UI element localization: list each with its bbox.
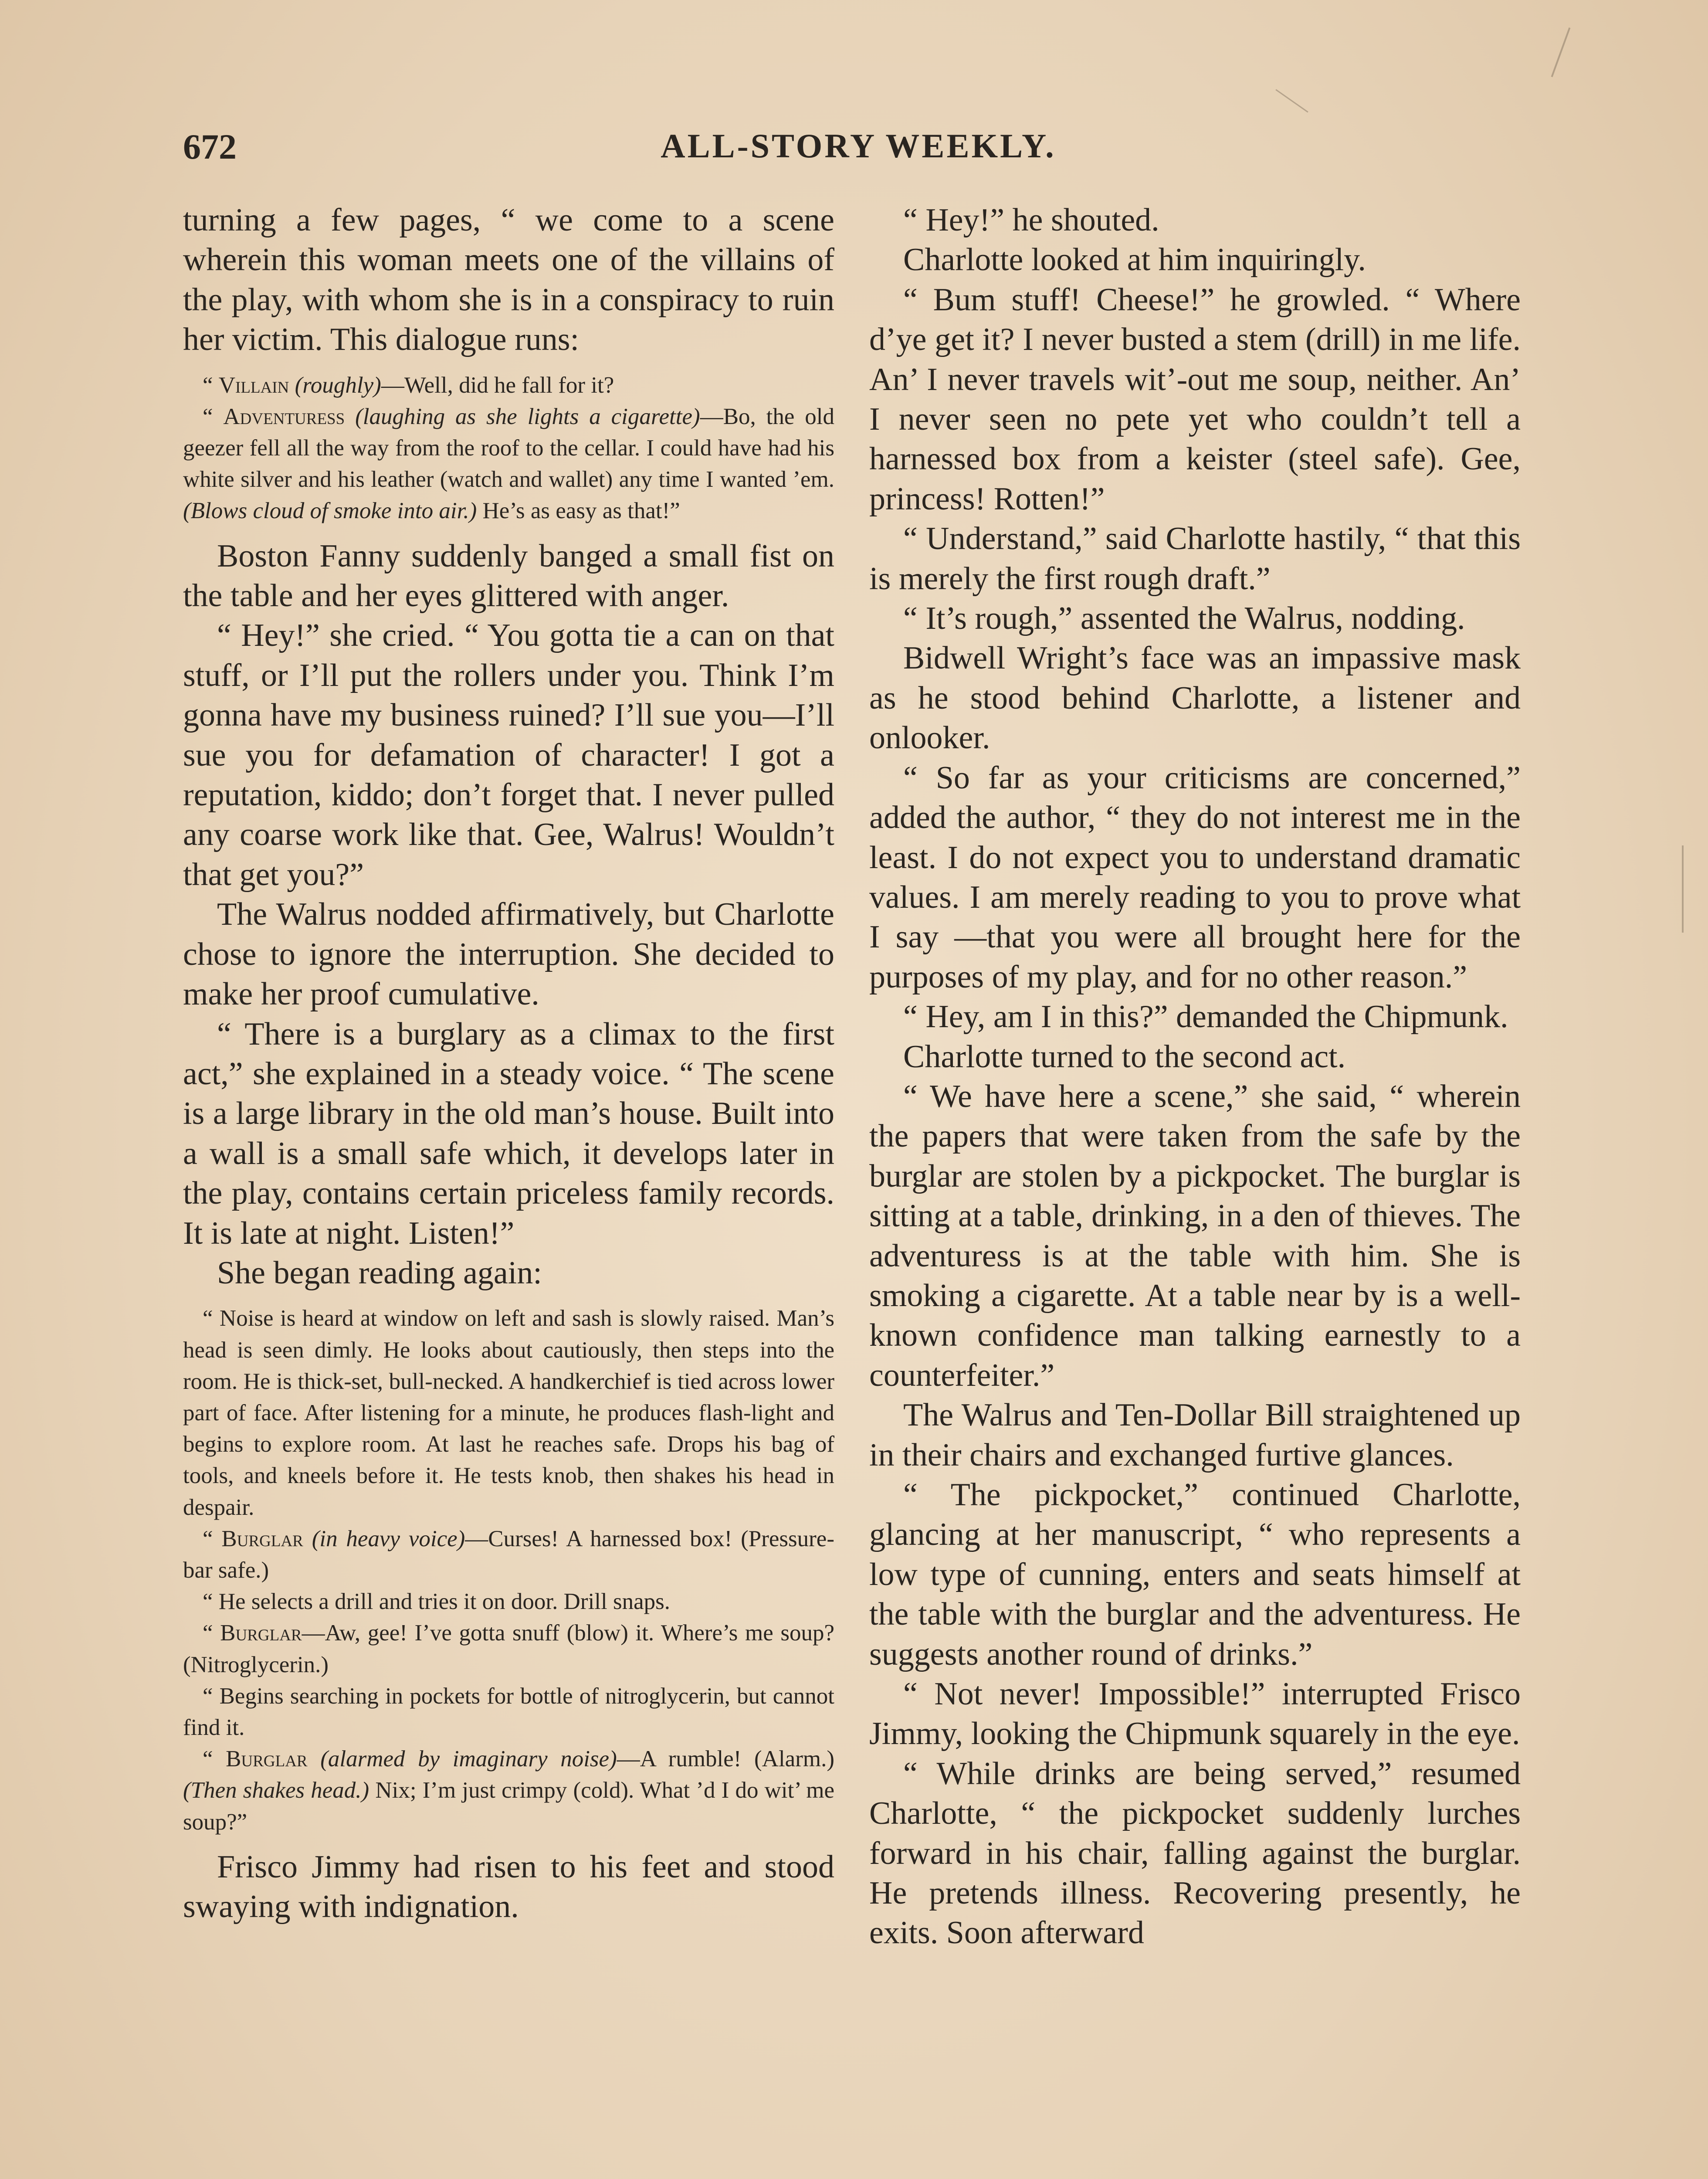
running-title: ALL-STORY WEEKLY.	[661, 127, 1056, 165]
speaker-name: Burglar	[220, 1620, 302, 1646]
paper-scratch-mark	[1275, 89, 1308, 112]
left-column	[183, 200, 834, 1927]
script-line: “ Adventuress (laughing as she lights a cigarette)—Bo, the old geezer fell all the way from the roof to the cellar. I could have had his white silver and his leather (watch and wallet) any time I wanted ’em. (Blows cloud of smoke into air.) He’s as easy as that!”	[183, 404, 835, 524]
paragraph: “ Not never! Impossible!” interrupted Frisco Jimmy, looking the Chipmunk squarely in the eye.	[869, 1676, 1521, 1752]
script-line: “ Villain (roughly)—Well, did he fall for it?	[203, 372, 614, 398]
paragraph: Boston Fanny suddenly banged a small fist on the table and her eyes glittered with anger.	[183, 538, 834, 614]
script-line: “ Burglar (in heavy voice)—Curses! A harnessed box! (Pressure-bar safe.)	[183, 1526, 834, 1583]
right-column	[869, 200, 1521, 1953]
stage-direction: (laughing as she lights a cigarette)	[345, 404, 700, 429]
paragraph: The Walrus and Ten-Dollar Bill straightened up in their chairs and exchanged furtive glances.	[869, 1397, 1521, 1473]
script-excerpt	[183, 370, 834, 527]
paragraph: “ It’s rough,” assented the Walrus, nodding.	[903, 601, 1465, 637]
paragraph: “ Understand,” said Charlotte hastily, “ that this is merely the first rough draft.”	[869, 521, 1521, 597]
paragraph: Frisco Jimmy had risen to his feet and stood swaying with indignation.	[183, 1849, 834, 1925]
speaker-name: Villain	[218, 372, 289, 398]
script-line: “ He selects a drill and tries it on door. Drill snaps.	[203, 1589, 671, 1615]
paragraph: She began reading again:	[217, 1255, 542, 1291]
script-line: “ Begins searching in pockets for bottle of nitroglycerin, but cannot find it.	[183, 1683, 834, 1740]
speaker-name: Burglar	[226, 1746, 308, 1772]
paragraph: “ Hey!” he shouted.	[903, 202, 1159, 238]
page-number: 672	[183, 127, 237, 166]
page-header	[183, 126, 1534, 174]
paragraph: The Walrus nodded affirmatively, but Charlotte chose to ignore the interruption. She decided to make her proof cumulative.	[183, 896, 834, 1012]
paragraph: “ Hey!” she cried. “ You gotta tie a can on that stuff, or I’ll put the rollers under you. Think I’m gonna have my business ruined? I’ll sue you—I’ll sue you for defamation of character! I got a reputation, kiddo; don’t forget that. I never pulled any coarse work like that. Gee, Walrus! Wouldn’t that get you?”	[183, 618, 834, 893]
paragraph: “ While drinks are being served,” resumed Charlotte, “ the pickpocket suddenly lurches forward in his chair, falling against the burglar. He pretends illness. Recovering presently, he exits. Soon afterward	[869, 1755, 1521, 1951]
stage-direction: (roughly)	[289, 372, 381, 398]
paragraph: Charlotte looked at him inquiringly.	[903, 242, 1366, 278]
stage-direction: (Blows cloud of smoke into air.)	[183, 498, 477, 524]
speaker-name: Adventuress	[223, 404, 345, 429]
stage-direction: (in heavy voice)	[303, 1526, 465, 1551]
paragraph: Bidwell Wright’s face was an impassive mask as he stood behind Charlotte, a listener and onlooker.	[869, 640, 1521, 756]
paragraph: “ The pickpocket,” continued Charlotte, glancing at her manuscript, “ who represents a low type of cunning, enters and seats himself at the table with the burglar and the adventuress. He suggests another round of drinks.”	[869, 1477, 1521, 1672]
paragraph: “ Hey, am I in this?” demanded the Chipmunk.	[903, 999, 1508, 1035]
paragraph: “ So far as your criticisms are concerned,” added the author, “ they do not interest me in the least. I do not expect you to understand dramatic values. I am merely reading to you to prove what I say —that you were all brought here for the purposes of my play, and for no other reason.”	[869, 760, 1521, 995]
paragraph: “ Bum stuff! Cheese!” he growled. “ Where d’ye get it? I never busted a stem (drill) in me life. An’ I never travels wit’-out me soup, neither. An’ I never seen no pete yet who couldn’t tell a harnessed box from a keister (steel safe). Gee, princess! Rotten!”	[869, 282, 1521, 517]
paper-scratch-mark	[1551, 27, 1571, 77]
stage-direction: (alarmed by imaginary noise)	[307, 1746, 617, 1772]
stage-direction: (Then shakes head.)	[183, 1778, 369, 1803]
paragraph: “ We have here a scene,” she said, “ wherein the papers that were taken from the safe by the burglar are stolen by a pickpocket. The burglar is sitting at a table, drinking, in a den of thieves. The adventuress is at the table with him. She is smoking a cigarette. At a table near by is a well-known confidence man talking earnestly to a counterfeiter.”	[869, 1078, 1521, 1393]
script-line: “ Burglar—Aw, gee! I’ve gotta snuff (blow) it. Where’s me soup? (Nitroglycerin.)	[183, 1620, 835, 1677]
paragraph: “ There is a burglary as a climax to the first act,” she explained in a steady voice. “ The scene is a large library in the old man’s house. Built into a wall is a small safe which, it develops later in the play, contains certain priceless family records. It is late at night. Listen!”	[183, 1016, 834, 1251]
script-line: “ Noise is heard at window on left and sash is slowly raised. Man’s head is seen dimly. He looks about cautiously, then steps into the room. He is thick-set, bull-necked. A handkerchief is tied across lower part of face. After listening for a minute, he produces flash-light and begins to explore room. At last he reaches safe. Drops his bag of tools, and kneels before it. He tests knob, then shakes his head in despair.	[183, 1306, 834, 1520]
paragraph: turning a few pages, “ we come to a scene wherein this woman meets one of the villains of the play, with whom she is in a conspiracy to ruin her victim. This dialogue runs:	[183, 202, 834, 358]
paper-scratch-mark	[1682, 845, 1684, 933]
script-excerpt	[183, 1303, 834, 1837]
speaker-name: Burglar	[221, 1526, 303, 1551]
script-line: “ Burglar (alarmed by imaginary noise)—A rumble! (Alarm.) (Then shakes head.) Nix; I’m just crimpy (cold). What ’d I do wit’ me soup?”	[183, 1746, 834, 1835]
paragraph: Charlotte turned to the second act.	[903, 1039, 1346, 1075]
